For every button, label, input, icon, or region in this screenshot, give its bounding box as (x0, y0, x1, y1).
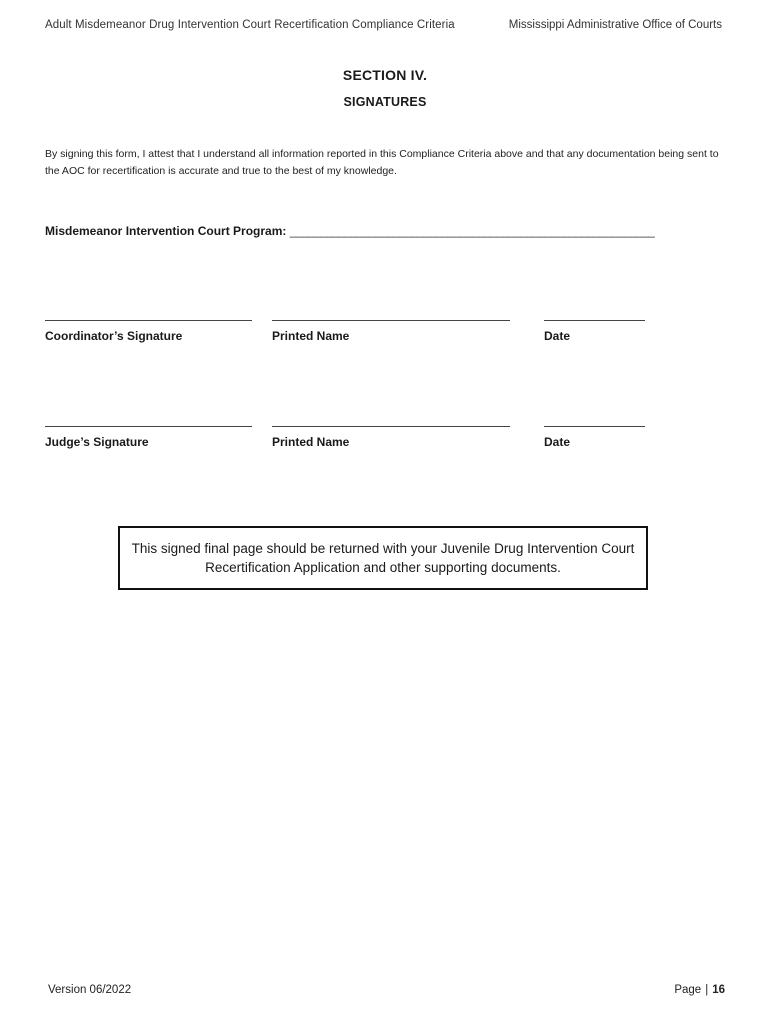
coordinator-date-field[interactable] (544, 308, 645, 343)
signature-line[interactable] (45, 308, 252, 321)
printed-name-label: Printed Name (272, 329, 350, 343)
signature-line[interactable] (45, 414, 252, 427)
header-organization: Mississippi Administrative Office of Courts (508, 19, 722, 31)
printed-name-line[interactable] (272, 414, 510, 427)
judge-printed-name-field[interactable] (272, 414, 510, 449)
section-title: SECTION IV. (342, 67, 428, 83)
date-line[interactable] (544, 308, 645, 321)
coordinator-printed-name-field[interactable] (272, 308, 510, 343)
printed-name-label: Printed Name (272, 435, 350, 449)
section-subtitle: SIGNATURES (343, 95, 427, 109)
attestation-paragraph: By signing this form, I attest that I understand all information reported in this Compliance Criteria above and that any documentation being sent to the AOC for recertification is accurate and true to the best of my knowledge. (45, 148, 719, 177)
footer-separator: | (705, 984, 709, 996)
judge-date-field[interactable] (544, 414, 645, 449)
signature-label: Judge’s Signature (45, 435, 149, 449)
notice-text: This signed final page should be returned with your Juvenile Drug Intervention Court Recertification Application and other supporting documents. (131, 541, 635, 575)
footer-page-indicator (674, 984, 725, 996)
program-field-blank[interactable]: ____________________________________________________________ (289, 224, 655, 238)
notice-box (118, 526, 648, 590)
footer-page-label: Page (674, 984, 702, 996)
page-header (45, 19, 722, 35)
date-label: Date (544, 329, 571, 343)
judge-signature-field[interactable] (45, 414, 252, 449)
footer-version: Version 06/2022 (48, 984, 132, 996)
printed-name-line[interactable] (272, 308, 510, 321)
program-field-label: Misdemeanor Intervention Court Program: (45, 224, 287, 238)
footer-page-number: 16 (712, 984, 725, 996)
program-field[interactable] (45, 224, 685, 238)
header-document-title: Adult Misdemeanor Drug Intervention Court Recertification Compliance Criteria (45, 19, 455, 31)
signature-label: Coordinator’s Signature (45, 329, 183, 343)
coordinator-signature-row (45, 308, 725, 348)
date-line[interactable] (544, 414, 645, 427)
date-label: Date (544, 435, 571, 449)
page-footer (48, 984, 725, 1000)
coordinator-signature-field[interactable] (45, 308, 252, 343)
judge-signature-row (45, 414, 725, 454)
